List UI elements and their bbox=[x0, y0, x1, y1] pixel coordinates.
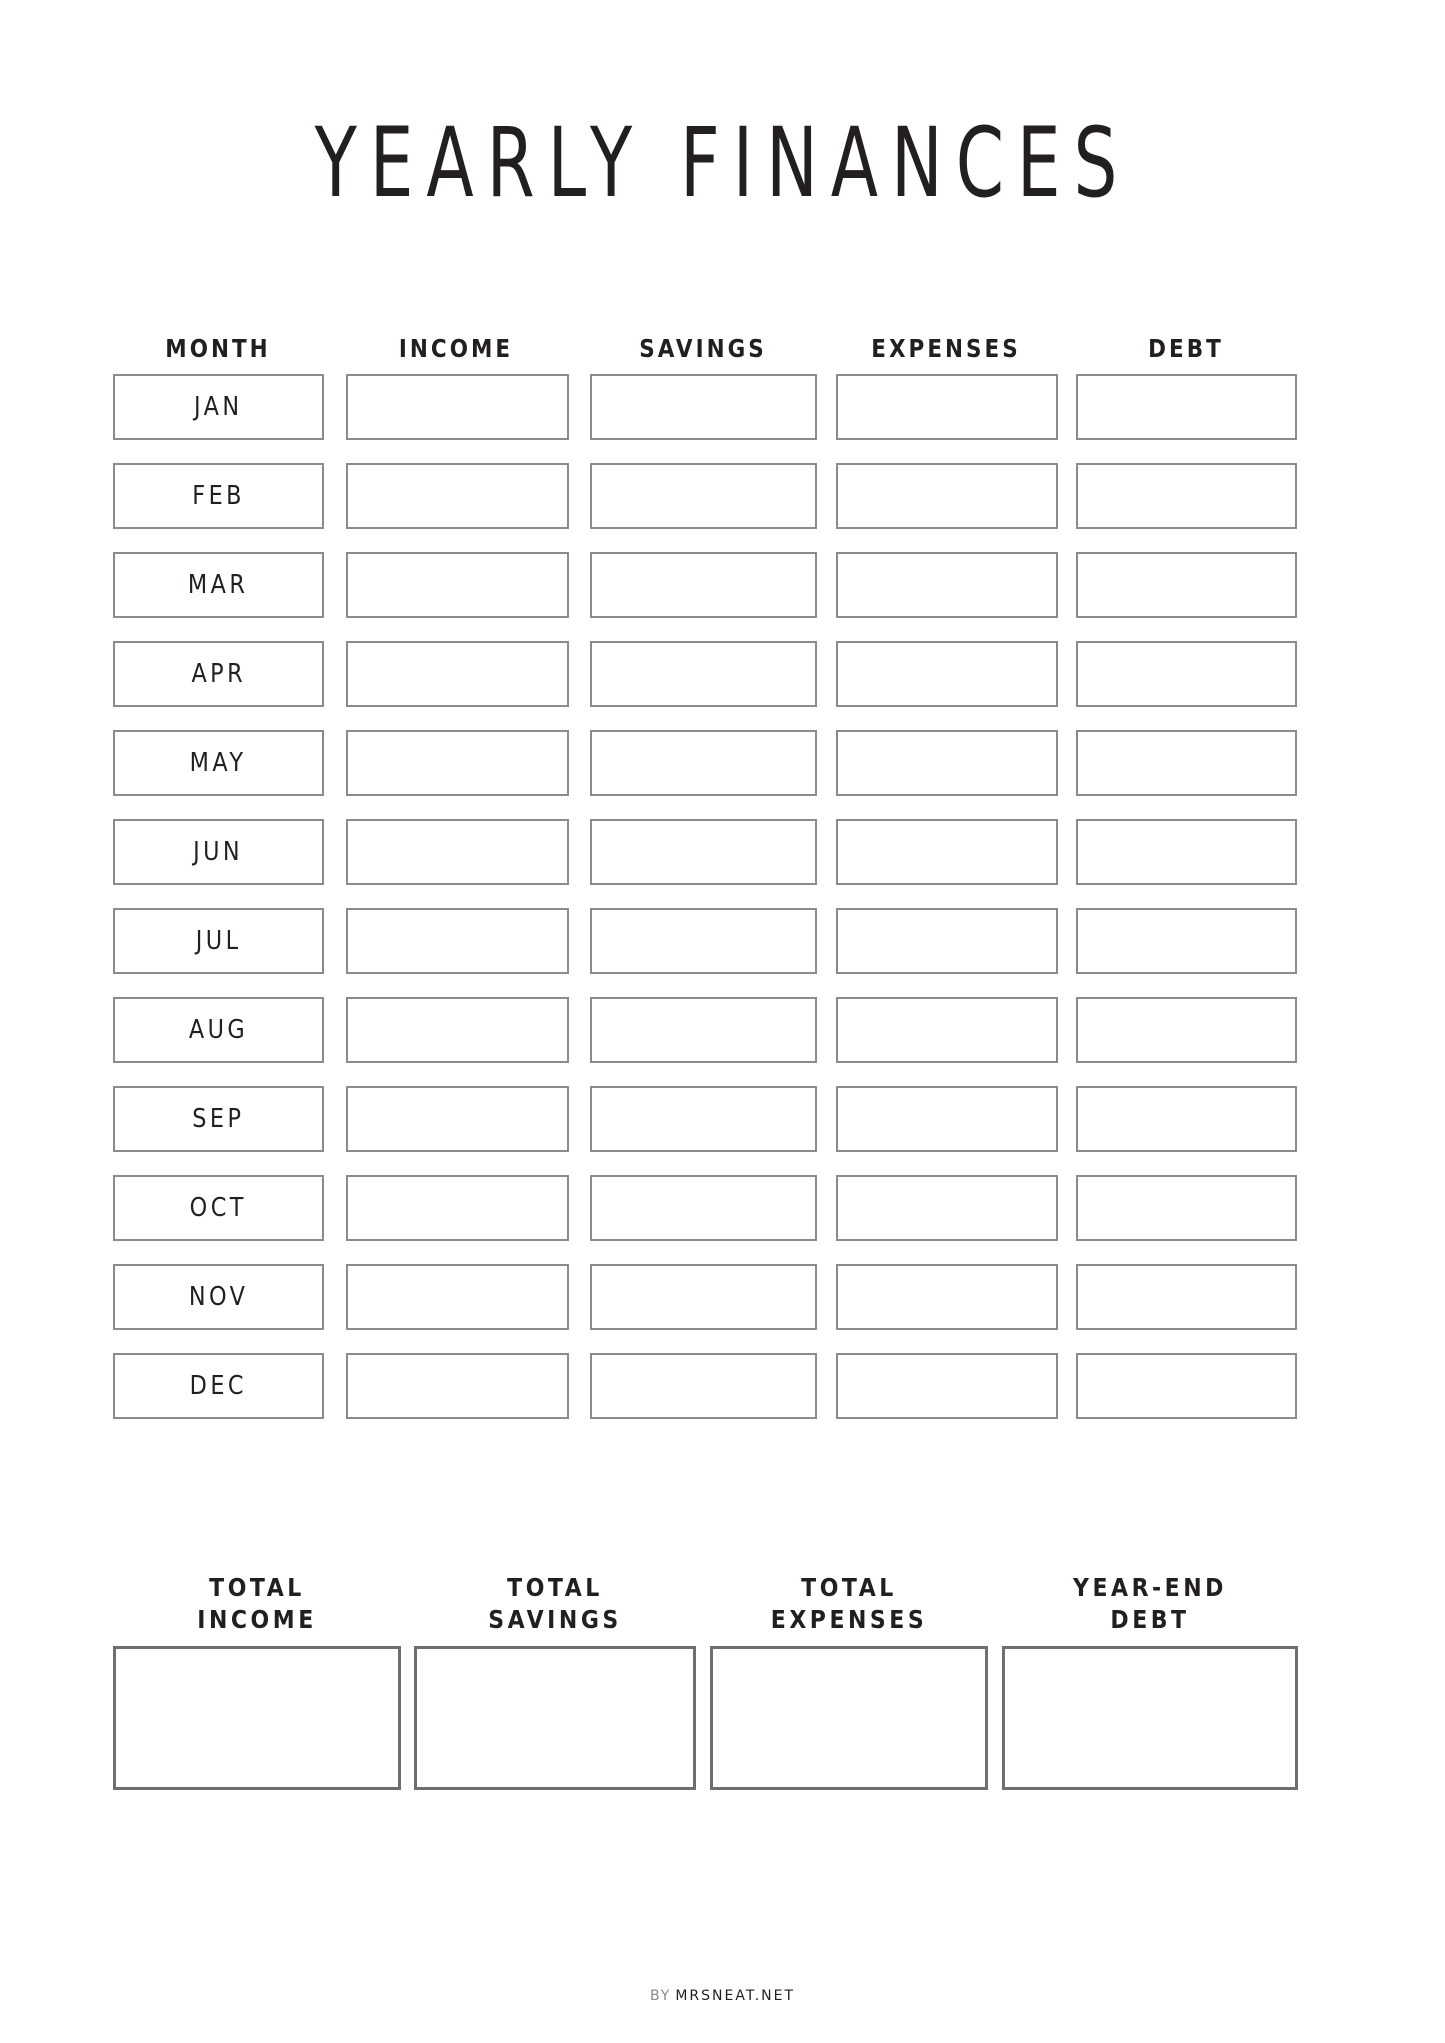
savings-input-cell[interactable] bbox=[590, 908, 817, 974]
month-label: JUN bbox=[193, 837, 244, 867]
column-header-month: MONTH bbox=[165, 334, 271, 363]
savings-input-cell[interactable] bbox=[590, 1353, 817, 1419]
month-label-cell bbox=[113, 1175, 324, 1241]
expenses-input-cell[interactable] bbox=[836, 730, 1058, 796]
expenses-input-cell[interactable] bbox=[836, 1175, 1058, 1241]
savings-input-cell[interactable] bbox=[590, 552, 817, 618]
income-input-cell[interactable] bbox=[346, 819, 569, 885]
total-income-label-line2: INCOME bbox=[197, 1605, 317, 1634]
debt-input-cell[interactable] bbox=[1076, 997, 1297, 1063]
column-header-income: INCOME bbox=[398, 334, 514, 363]
month-label-cell bbox=[113, 463, 324, 529]
debt-input-cell[interactable] bbox=[1076, 641, 1297, 707]
footer-credit bbox=[0, 1988, 1445, 2004]
expenses-input-cell[interactable] bbox=[836, 374, 1058, 440]
savings-input-cell[interactable] bbox=[590, 1175, 817, 1241]
footer-site: MRSNEAT.NET bbox=[675, 1988, 796, 2004]
debt-input-cell[interactable] bbox=[1076, 552, 1297, 618]
savings-input-cell[interactable] bbox=[590, 997, 817, 1063]
month-label: AUG bbox=[188, 1015, 249, 1045]
debt-input-cell[interactable] bbox=[1076, 1086, 1297, 1152]
month-label: MAY bbox=[190, 748, 247, 778]
total-savings-label bbox=[414, 1572, 696, 1636]
income-input-cell[interactable] bbox=[346, 1175, 569, 1241]
debt-input-cell[interactable] bbox=[1076, 1264, 1297, 1330]
total-savings-label-line1: TOTAL bbox=[507, 1573, 603, 1602]
debt-input-cell[interactable] bbox=[1076, 463, 1297, 529]
total-expenses-field[interactable] bbox=[710, 1646, 988, 1790]
total-savings-label-line2: SAVINGS bbox=[488, 1605, 622, 1634]
savings-input-cell[interactable] bbox=[590, 1264, 817, 1330]
expenses-input-cell[interactable] bbox=[836, 1353, 1058, 1419]
expenses-input-cell[interactable] bbox=[836, 819, 1058, 885]
savings-input-cell[interactable] bbox=[590, 641, 817, 707]
month-label-cell bbox=[113, 730, 324, 796]
savings-input-cell[interactable] bbox=[590, 1086, 817, 1152]
year-end-debt-label-line1: YEAR-END bbox=[1073, 1573, 1227, 1602]
debt-input-cell[interactable] bbox=[1076, 1353, 1297, 1419]
month-label: FEB bbox=[192, 481, 245, 511]
expenses-input-cell[interactable] bbox=[836, 1264, 1058, 1330]
month-label: NOV bbox=[188, 1282, 249, 1312]
debt-input-cell[interactable] bbox=[1076, 374, 1297, 440]
income-input-cell[interactable] bbox=[346, 730, 569, 796]
expenses-input-cell[interactable] bbox=[836, 463, 1058, 529]
income-input-cell[interactable] bbox=[346, 374, 569, 440]
month-label: DEC bbox=[189, 1371, 248, 1401]
income-input-cell[interactable] bbox=[346, 552, 569, 618]
expenses-input-cell[interactable] bbox=[836, 552, 1058, 618]
month-label: APR bbox=[191, 659, 246, 689]
income-input-cell[interactable] bbox=[346, 463, 569, 529]
expenses-input-cell[interactable] bbox=[836, 997, 1058, 1063]
total-expenses-label-line1: TOTAL bbox=[801, 1573, 897, 1602]
income-input-cell[interactable] bbox=[346, 1264, 569, 1330]
month-label-cell bbox=[113, 641, 324, 707]
debt-input-cell[interactable] bbox=[1076, 1175, 1297, 1241]
savings-input-cell[interactable] bbox=[590, 463, 817, 529]
total-expenses-label-line2: EXPENSES bbox=[770, 1605, 928, 1634]
expenses-input-cell[interactable] bbox=[836, 1086, 1058, 1152]
debt-input-cell[interactable] bbox=[1076, 730, 1297, 796]
income-input-cell[interactable] bbox=[346, 1086, 569, 1152]
income-input-cell[interactable] bbox=[346, 641, 569, 707]
month-label: OCT bbox=[189, 1193, 248, 1223]
month-label-cell bbox=[113, 908, 324, 974]
month-label: MAR bbox=[188, 570, 249, 600]
total-income-label-line1: TOTAL bbox=[209, 1573, 305, 1602]
expenses-input-cell[interactable] bbox=[836, 641, 1058, 707]
month-label-cell bbox=[113, 1086, 324, 1152]
month-label: JUL bbox=[195, 926, 242, 956]
year-end-debt-label-line2: DEBT bbox=[1110, 1605, 1190, 1634]
expenses-input-cell[interactable] bbox=[836, 908, 1058, 974]
savings-input-cell[interactable] bbox=[590, 374, 817, 440]
total-income-field[interactable] bbox=[113, 1646, 401, 1790]
year-end-debt-field[interactable] bbox=[1002, 1646, 1298, 1790]
month-label-cell bbox=[113, 552, 324, 618]
savings-input-cell[interactable] bbox=[590, 730, 817, 796]
month-label-cell bbox=[113, 374, 324, 440]
income-input-cell[interactable] bbox=[346, 908, 569, 974]
total-expenses-label bbox=[710, 1572, 988, 1636]
column-header-savings: SAVINGS bbox=[639, 334, 767, 363]
total-savings-field[interactable] bbox=[414, 1646, 696, 1790]
month-label-cell bbox=[113, 1353, 324, 1419]
month-label-cell bbox=[113, 1264, 324, 1330]
month-label: JAN bbox=[194, 392, 243, 422]
footer-by: BY bbox=[649, 1988, 672, 2004]
debt-input-cell[interactable] bbox=[1076, 819, 1297, 885]
page-title: YEARLY FINANCES bbox=[314, 107, 1131, 219]
savings-input-cell[interactable] bbox=[590, 819, 817, 885]
month-label-cell bbox=[113, 819, 324, 885]
year-end-debt-label bbox=[1002, 1572, 1298, 1636]
month-label: SEP bbox=[192, 1104, 245, 1134]
income-input-cell[interactable] bbox=[346, 1353, 569, 1419]
month-label-cell bbox=[113, 997, 324, 1063]
debt-input-cell[interactable] bbox=[1076, 908, 1297, 974]
column-header-expenses: EXPENSES bbox=[871, 334, 1021, 363]
column-header-debt: DEBT bbox=[1148, 334, 1224, 363]
income-input-cell[interactable] bbox=[346, 997, 569, 1063]
total-income-label bbox=[113, 1572, 401, 1636]
